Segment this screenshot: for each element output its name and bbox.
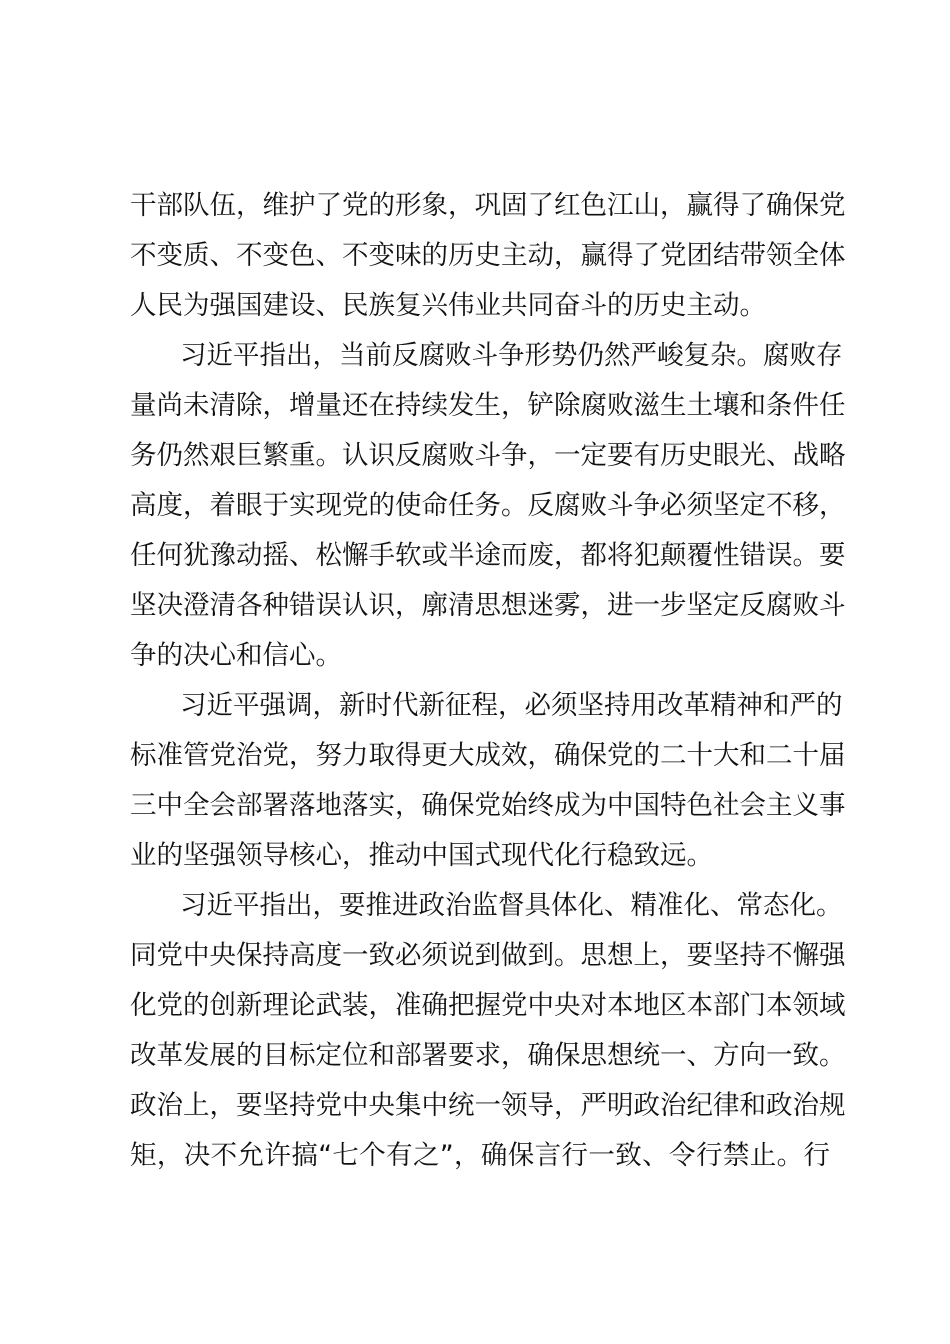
- paragraph-first-line: 习近平指出，要推进政治监督具体化、精准化、常态化。: [180, 890, 843, 921]
- text-line: 矩，决不允许搞“七个有之”，确保言行一致、令行禁止。行: [130, 1140, 830, 1171]
- text-line: 同党中央保持高度一致必须说到做到。思想上，要坚持不懈强: [130, 940, 846, 971]
- text-line: 争的决心和信心。: [130, 640, 342, 671]
- text-line: 务仍然艰巨繁重。认识反腐败斗争，一定要有历史眼光、战略: [130, 440, 846, 471]
- text-line: 化党的创新理论武装，准确把握党中央对本地区本部门本领域: [130, 990, 846, 1021]
- text-line: 量尚未清除，增量还在持续发生，铲除腐败滋生土壤和条件任: [130, 390, 846, 421]
- text-line: 坚决澄清各种错误认识，廓清思想迷雾，进一步坚定反腐败斗: [130, 590, 846, 621]
- text-line: 人民为强国建设、民族复兴伟业共同奋斗的历史主动。: [130, 290, 766, 321]
- text-line: 三中全会部署落地落实，确保党始终成为中国特色社会主义事: [130, 790, 846, 821]
- text-line: 改革发展的目标定位和部署要求，确保思想统一、方向一致。: [130, 1040, 846, 1071]
- text-line: 标准管党治党，努力取得更大成效，确保党的二十大和二十届: [130, 740, 846, 771]
- text-line: 业的坚强领导核心，推动中国式现代化行稳致远。: [130, 840, 713, 871]
- text-line: 政治上，要坚持党中央集中统一领导，严明政治纪律和政治规: [130, 1090, 846, 1121]
- paragraph-first-line: 习近平强调，新时代新征程，必须坚持用改革精神和严的: [180, 690, 843, 721]
- text-line: 不变质、不变色、不变味的历史主动，赢得了党团结带领全体: [130, 240, 846, 271]
- text-line: 任何犹豫动摇、松懈手软或半途而废，都将犯颠覆性错误。要: [130, 540, 846, 571]
- paragraph-first-line: 习近平指出，当前反腐败斗争形势仍然严峻复杂。腐败存: [180, 340, 843, 371]
- text-line: 高度，着眼于实现党的使命任务。反腐败斗争必须坚定不移，: [130, 490, 846, 521]
- text-line: 干部队伍，维护了党的形象，巩固了红色江山，赢得了确保党: [130, 190, 846, 221]
